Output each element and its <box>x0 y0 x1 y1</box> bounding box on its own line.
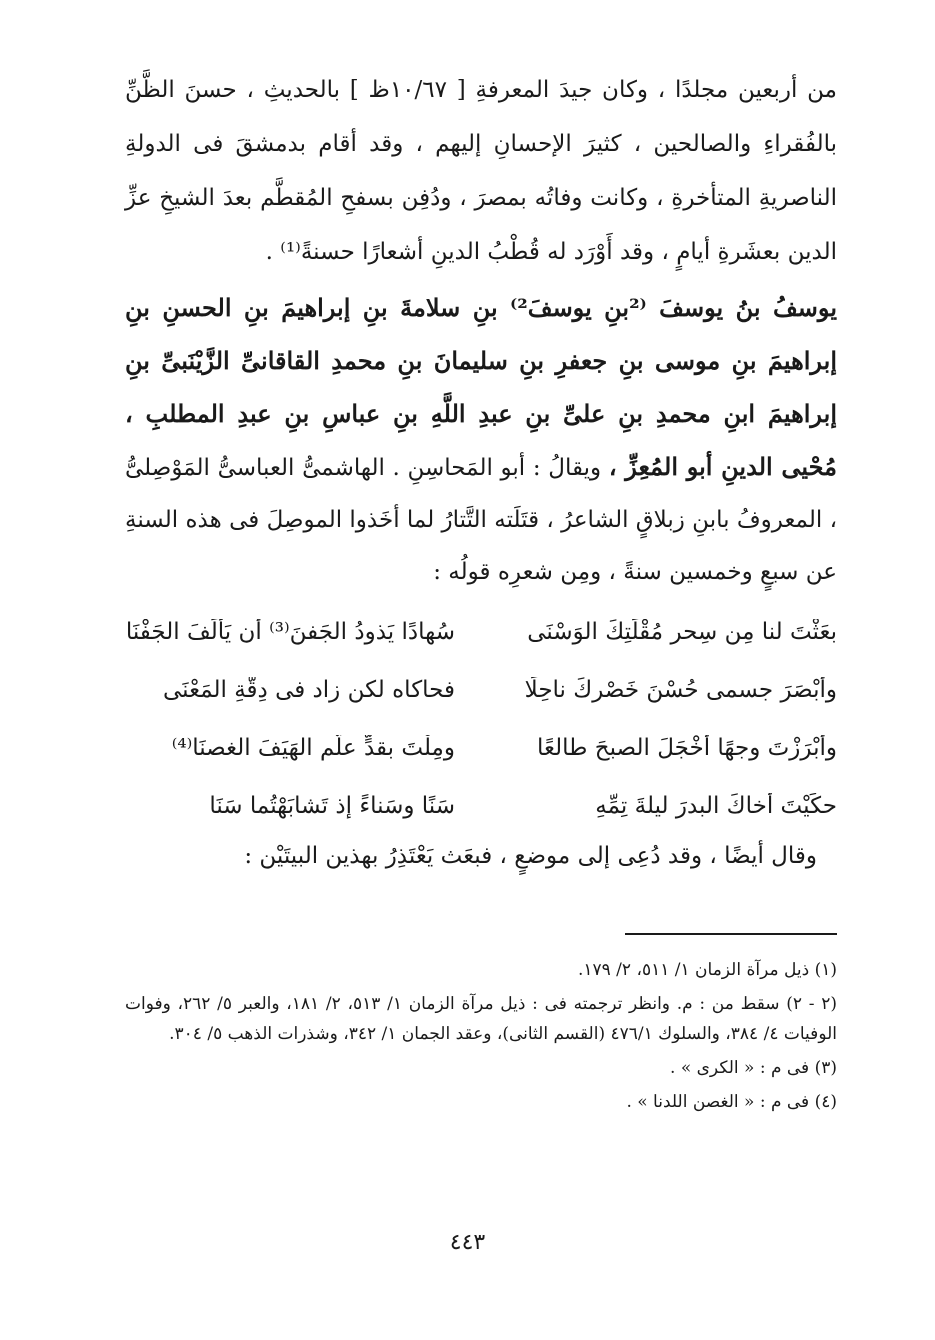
footnote-divider <box>625 933 837 935</box>
verse-first-hemistich: حكَيْتَ أخاكَ البدرَ ليلةَ تِمِّهِ <box>595 793 837 819</box>
verse-first-hemistich: وأَبْرَزْتَ وجهًا أخْجَلَ الصبحَ طالعًا <box>537 735 837 761</box>
footnotes <box>125 955 837 1121</box>
verse-second-hemistich: سَنًا وسَناءً إذ تَشابَهْتُما سَنَا <box>209 793 455 819</box>
verse-second-hemistich: فحاكاه لكن زاد فى دِقَّةِ المَعْنَى <box>162 677 455 703</box>
closing-line: وقال أيضًا ، وقد دُعِى إلى موضعٍ ، فبعَث يَعْتَذِرُ بهذين البيتَيْن : <box>244 843 817 869</box>
paragraph-text: من أربعين مجلدًا ، وكان جيدَ المعرفةِ [ ١٠/٦٧ظ ] بالحديثِ ، حسنَ الظَّنِّ بالفُقراءِ والصالحين ، كثيرَ الإحسانِ إليهم ، وقد أقام بدمشقَ فى الدولةِ الناصريةِ المتأخرةِ ، وكانت وفاتُه بمصرَ ، ودُفِن بسفحِ المُقطَّم بعدَ الشيخِ عزِّ الدين بعشَرةِ أيامٍ ، وقد أَوْرَد له قُطْبُ الدينِ أشعارًا حسنةً⁽¹⁾ . <box>125 77 837 265</box>
poem <box>125 603 837 835</box>
biography-entry <box>125 282 837 598</box>
footnote: (٣) فى م : « الكرى » . <box>670 1058 837 1078</box>
page-number: ٤٤٣ <box>449 1230 486 1255</box>
verse-first-hemistich: وأَبْصَرَ جسمى حُسْنَ خَصْرِكَ ناحِلًا <box>524 677 837 703</box>
poem-verse <box>125 719 837 777</box>
body-paragraph <box>125 63 837 279</box>
biography-name: يوسفُ بنُ يوسفَ ⁽²بنِ يوسفَ²⁾ بنِ سلامةَ بنِ إبراهيمَ بنِ الحسنِ بنِ إبراهيمَ بنِ موسى بنِ جعفرِ بنِ سليمانَ بنِ محمدِ القاقانىِّ الزَّيْنَبىِّ بنِ إبراهيمَ ابنِ محمدِ بنِ علىِّ بنِ عبدِ اللَّهِ بنِ عباسِ بنِ عبدِ المطلبِ ، مُحْيى الدينِ أبو المُعِزِّ ، <box>125 293 838 481</box>
poem-verse <box>125 777 837 835</box>
biography-paragraph <box>125 282 837 598</box>
footnote: (٢ - ٢) سقط من : م. وانظر ترجمته فى : ذيل مرآة الزمان ١/ ٥١٣، ٢/ ١٨١، والعبر ٥/ ٢٦٢، وفوات الوفيات ٤/ ٣٨٤، والسلوك ٤٧٦/١ (القسم الثانى)، وعقد الجمان ١/ ٣٤٢، وشذرات الذهب ٥/ ٣٠٤. <box>125 994 837 1044</box>
verse-first-hemistich: بعَثْتَ لنا مِن سِحرِ مُقْلَتِكَ الوَسْنَى <box>527 619 837 645</box>
verse-second-hemistich: ومِلْتَ بقدٍّ علَّم الهَيَفَ الغصنَا⁽⁴⁾ <box>171 735 455 761</box>
footnote: (٤) فى م : « الغصن اللدنا » . <box>626 1092 837 1112</box>
verse-second-hemistich: سُهادًا يَذودُ الجَفنَ⁽³⁾ أن يَأْلَفَ الجَفْنَا <box>125 619 455 645</box>
poem-verse <box>125 661 837 719</box>
poem-verse <box>125 603 837 661</box>
biography-text: ويقالُ : أبو المَحاسِنِ . الهاشمىُّ العباسىُّ المَوْصِلىُّ ، المعروفُ بابنِ زبلاقٍ الشاعرُ ، قتَلَته التَّتارُ لما أخَذوا الموصِلَ فى هذه السنةِ عن سبعٍ وخمسين سنةً ، ومِن شعرِه قولُه : <box>125 455 837 585</box>
footnote: (١) ذيل مرآة الزمان ١/ ٥١١، ٢/ ١٧٩. <box>577 960 837 980</box>
